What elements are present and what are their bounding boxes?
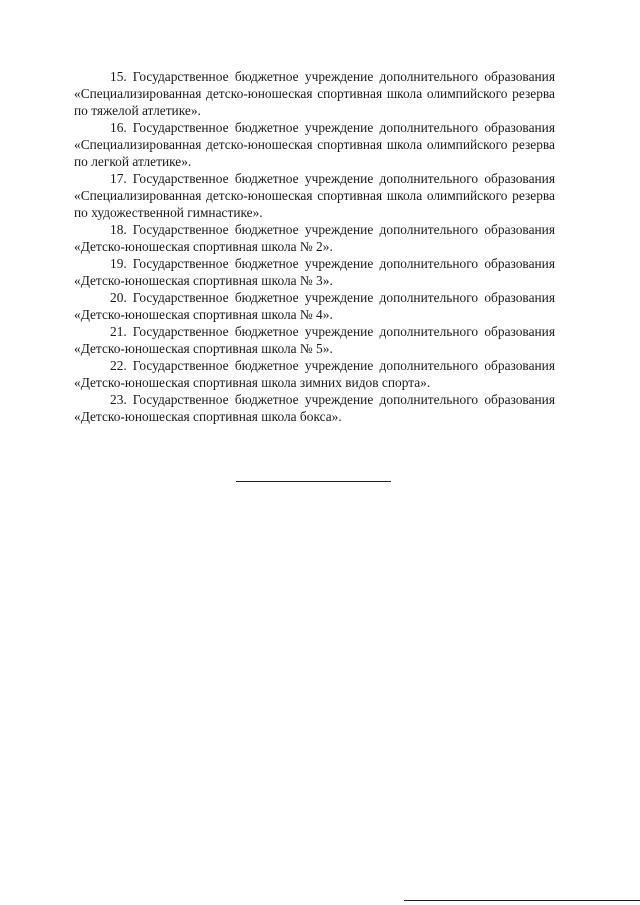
item-number: 17. — [110, 171, 127, 186]
item-number: 16. — [110, 120, 127, 135]
item-text: Государственное бюджетное учреждение дополнительного образования «Детско-юношеская спортивная школа № 5». — [74, 324, 555, 356]
item-number: 20. — [110, 290, 127, 305]
list-item — [74, 323, 555, 357]
list-item — [74, 289, 555, 323]
item-number: 15. — [110, 69, 127, 84]
item-text: Государственное бюджетное учреждение дополнительного образования «Детско-юношеская спортивная школа № 3». — [74, 256, 555, 288]
list-item — [74, 119, 555, 170]
item-text: Государственное бюджетное учреждение дополнительного образования «Специализированная детско-юношеская спортивная школа олимпийского резерва по художественной гимнастике». — [74, 171, 555, 220]
item-number: 22. — [110, 358, 127, 373]
item-number: 18. — [110, 222, 127, 237]
list-item — [74, 255, 555, 289]
item-text: Государственное бюджетное учреждение дополнительного образования «Специализированная детско-юношеская спортивная школа олимпийского резерва по тяжелой атлетике». — [74, 69, 555, 118]
list-item — [74, 357, 555, 391]
item-text: Государственное бюджетное учреждение дополнительного образования «Детско-юношеская спортивная школа зимних видов спорта». — [74, 358, 555, 390]
end-of-list-divider — [236, 481, 391, 482]
item-text: Государственное бюджетное учреждение дополнительного образования «Специализированная детско-юношеская спортивная школа олимпийского резерва по легкой атлетике». — [74, 120, 555, 169]
item-text: Государственное бюджетное учреждение дополнительного образования «Детско-юношеская спортивная школа № 2». — [74, 222, 555, 254]
list-item — [74, 221, 555, 255]
item-text: Государственное бюджетное учреждение дополнительного образования «Детско-юношеская спортивная школа № 4». — [74, 290, 555, 322]
item-number: 19. — [110, 256, 127, 271]
item-number: 23. — [110, 392, 127, 407]
item-text: Государственное бюджетное учреждение дополнительного образования «Детско-юношеская спортивная школа бокса». — [74, 392, 555, 424]
institution-list — [74, 68, 555, 425]
footer-divider — [404, 900, 640, 901]
list-item — [74, 68, 555, 119]
list-item — [74, 391, 555, 425]
item-number: 21. — [110, 324, 127, 339]
list-item — [74, 170, 555, 221]
